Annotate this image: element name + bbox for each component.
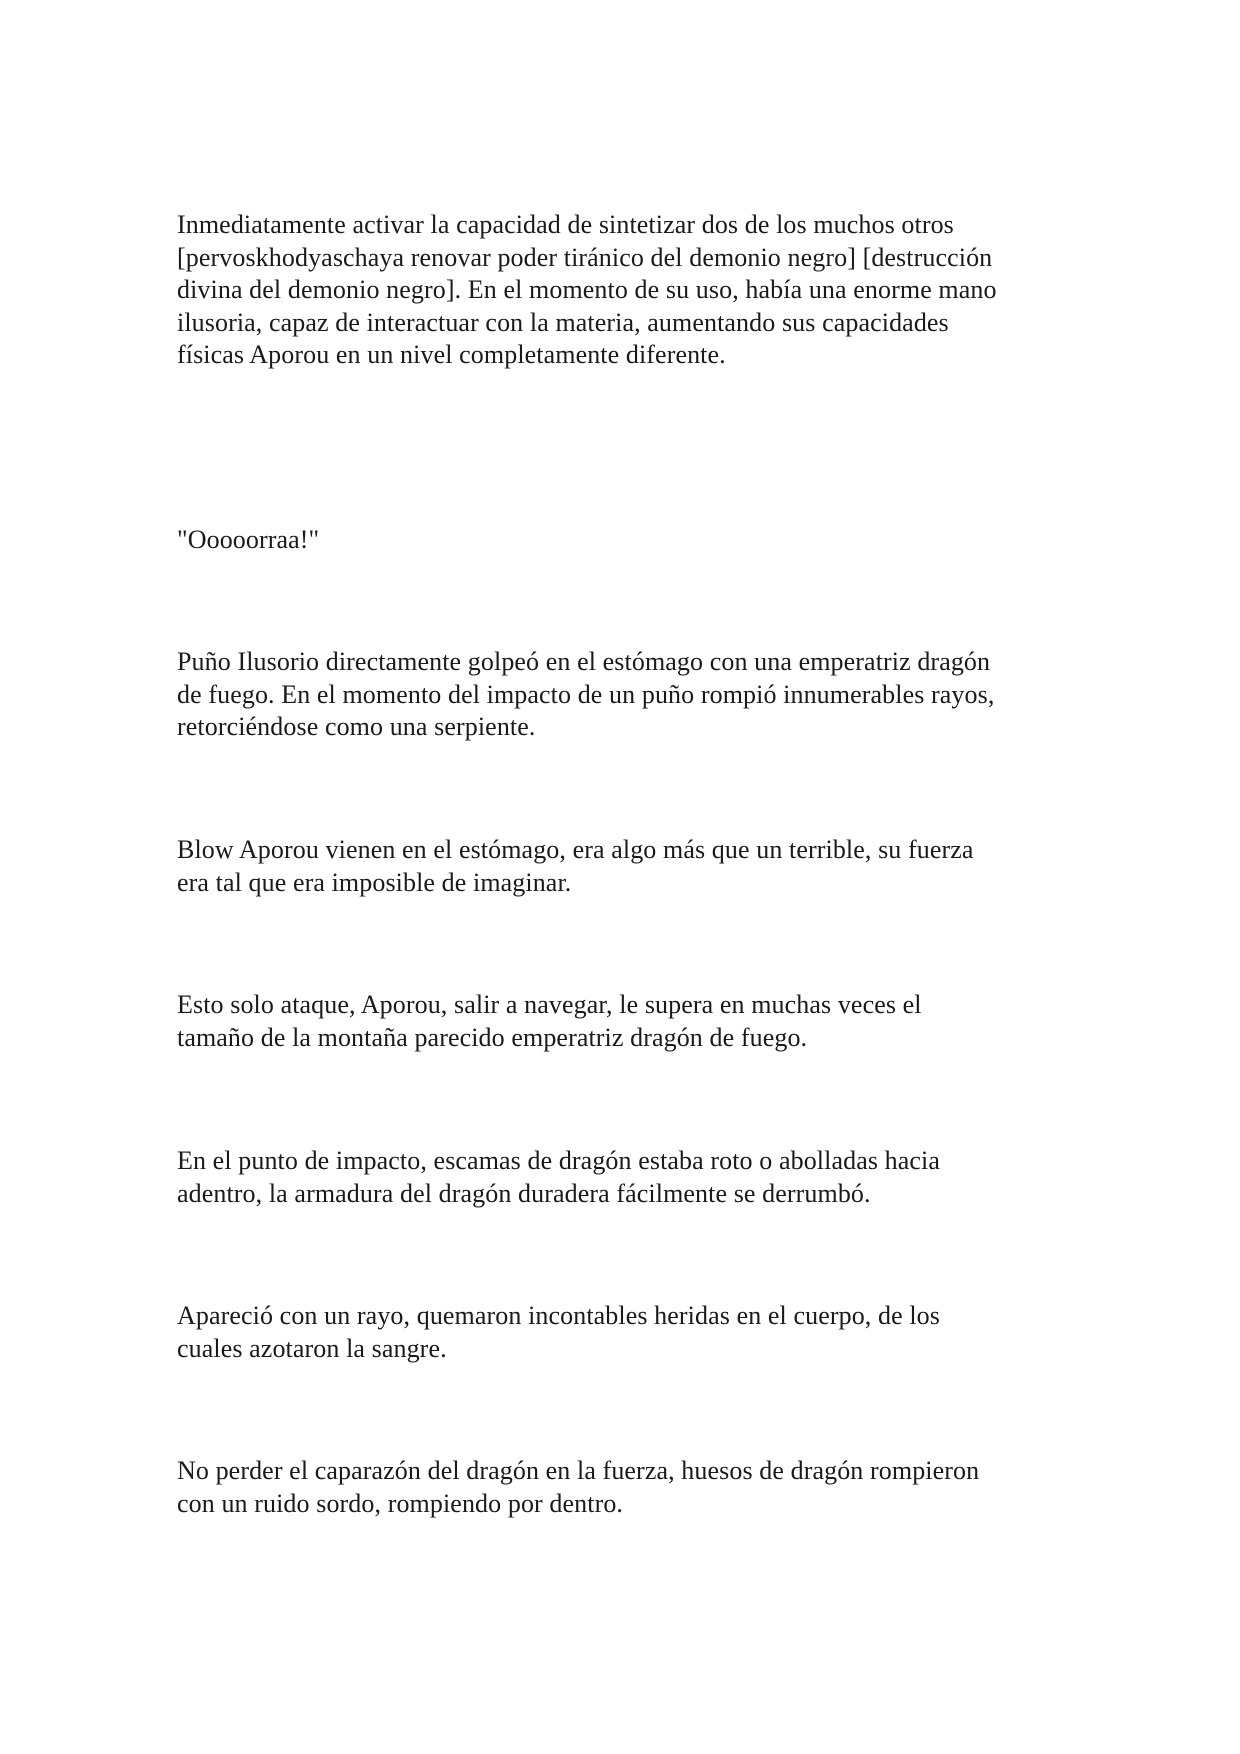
paragraph-4: Blow Aporou vienen en el estómago, era algo más que un terrible, su fuerza era tal que era imposible de imaginar. [177,835,974,897]
paragraph-3: Puño Ilusorio directamente golpeó en el estómago con una emperatriz dragón de fuego. En el momento del impacto de un puño rompió innumerables rayos, retorciéndose como una serpiente. [177,647,995,741]
paragraph-7: Apareció con un rayo, quemaron incontables heridas en el cuerpo, de los cuales azotaron la sangre. [177,1301,940,1363]
paragraph-5: Esto solo ataque, Aporou, salir a navegar, le supera en muchas veces el tamaño de la montaña parecido emperatriz dragón de fuego. [177,990,922,1052]
paragraph-2-dialogue: "Ooooorraa!" [177,525,320,554]
paragraph-1: Inmediatamente activar la capacidad de sintetizar dos de los muchos otros [pervoskhodyaschaya renovar poder tiránico del demonio negro] [destrucción divina del demonio negro]. En el momento de su uso, había una enorme mano ilusoria, capaz de interactuar con la materia, aumentando sus capacidades físicas Aporou en un nivel completamente diferente. [177,210,997,369]
paragraph-6: En el punto de impacto, escamas de dragón estaba roto o abolladas hacia adentro, la armadura del dragón duradera fácilmente se derrumbó. [177,1146,940,1208]
paragraph-8: No perder el caparazón del dragón en la fuerza, huesos de dragón rompieron con un ruido sordo, rompiendo por dentro. [177,1456,980,1518]
